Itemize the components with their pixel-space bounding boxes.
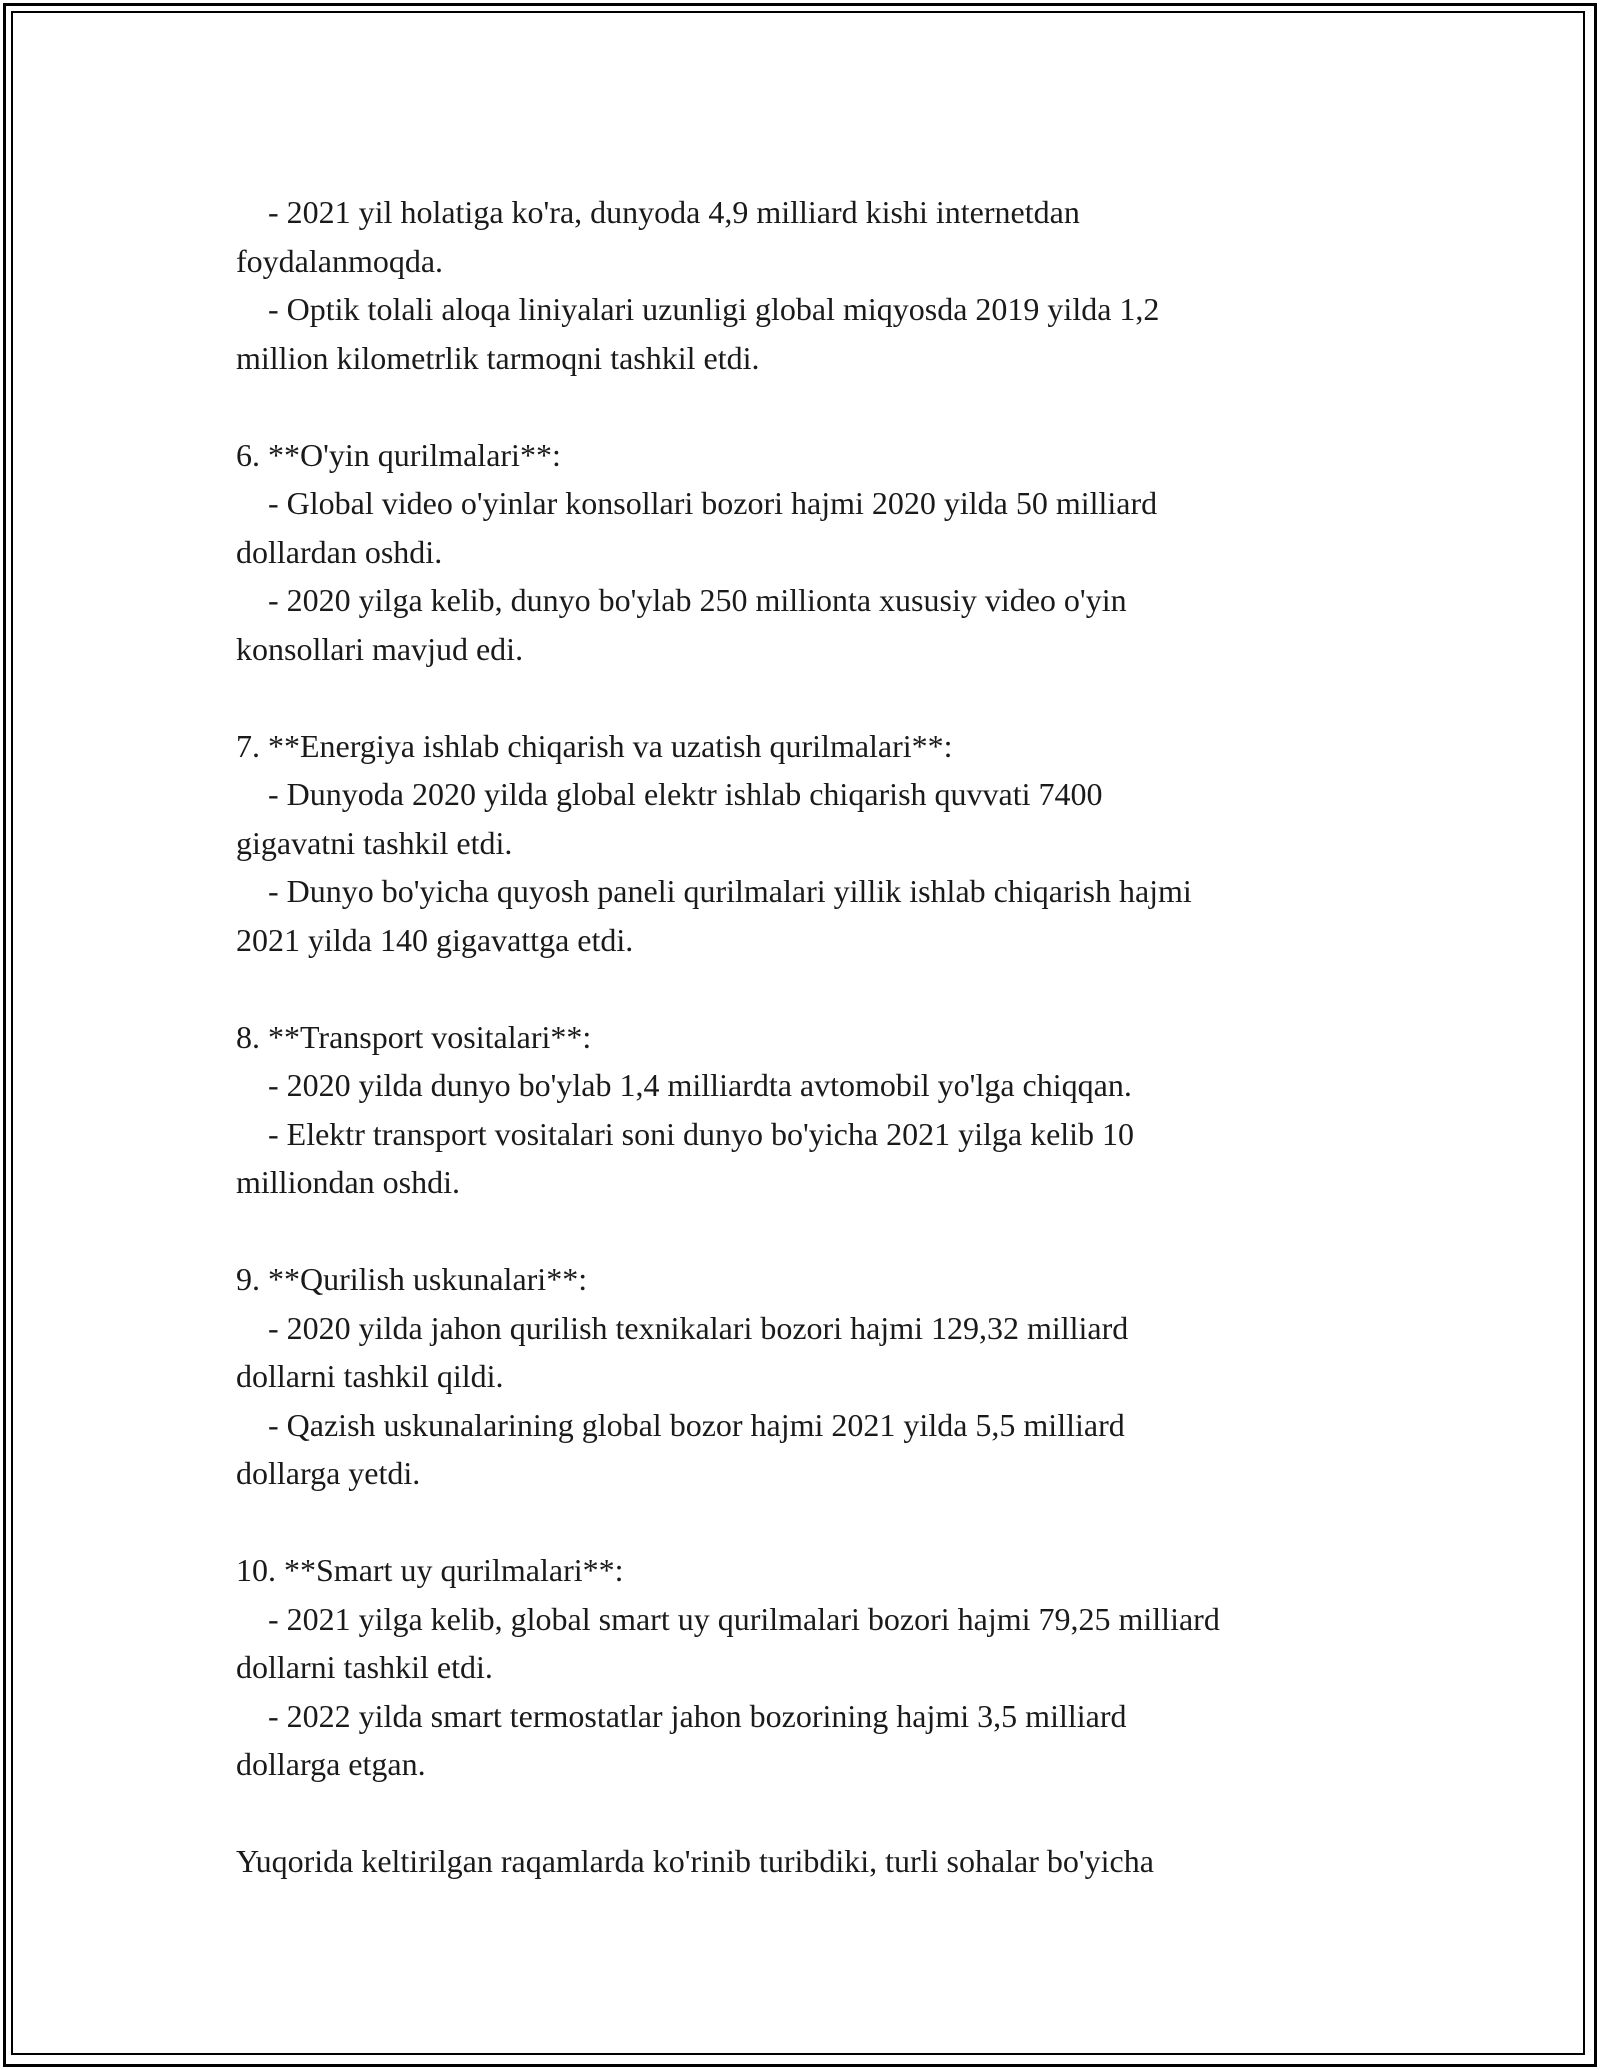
text-line: milliondan oshdi. bbox=[236, 1164, 460, 1200]
text-line: - Dunyoda 2020 yilda global elektr ishlab chiqarish quvvati 7400 bbox=[236, 776, 1103, 812]
text-line: konsollari mavjud edi. bbox=[236, 630, 524, 667]
text-line: dollarni tashkil qildi. bbox=[236, 1358, 504, 1394]
section-heading: 8. **Transport vositalari**: bbox=[236, 1018, 592, 1055]
text-line: - Dunyo bo'yicha quyosh paneli qurilmalari yillik ishlab chiqarish hajmi bbox=[236, 873, 1192, 909]
blank-line bbox=[236, 382, 1396, 431]
text-line: - 2021 yilga kelib, global smart uy qurilmalari bozori hajmi 79,25 milliard bbox=[236, 1600, 1220, 1637]
text-line: gigavatni tashkil etdi. bbox=[236, 824, 513, 861]
text-line: - 2022 yilda smart termostatlar jahon bozorining hajmi 3,5 milliard bbox=[236, 1697, 1127, 1734]
text-line: dollardan oshdi. bbox=[236, 533, 443, 570]
text-line: dollarni tashkil etdi. bbox=[236, 1649, 493, 1685]
blank-line bbox=[236, 1207, 1396, 1256]
text-line: - Global video o'yinlar konsollari bozori hajmi 2020 yilda 50 milliard bbox=[236, 485, 1158, 521]
text-line: Yuqorida keltirilgan raqamlarda ko'rinib turibdiki, turli sohalar bo'yicha bbox=[236, 1843, 1154, 1879]
text-line: 2021 yilda 140 gigavattga etdi. bbox=[236, 921, 634, 958]
section-heading: 7. **Energiya ishlab chiqarish va uzatish qurilmalari**: bbox=[236, 727, 953, 764]
text-line: - 2020 yilga kelib, dunyo bo'ylab 250 millionta xususiy video o'yin bbox=[236, 582, 1127, 618]
text-line: - Elektr transport vositalari soni dunyo bo'yicha 2021 yilga kelib 10 bbox=[236, 1115, 1135, 1152]
document-body bbox=[236, 188, 1396, 1886]
text-line: foydalanmoqda. bbox=[236, 242, 444, 279]
section-heading: 9. **Qurilish uskunalari**: bbox=[236, 1261, 588, 1297]
blank-line bbox=[236, 964, 1396, 1013]
text-line: - 2021 yil holatiga ko'ra, dunyoda 4,9 milliard kishi internetdan bbox=[236, 194, 1080, 230]
text-line: dollarga etgan. bbox=[236, 1746, 426, 1782]
section-heading: 6. **O'yin qurilmalari**: bbox=[236, 436, 561, 473]
text-line: million kilometrlik tarmoqni tashkil etdi. bbox=[236, 339, 760, 376]
text-line: - Qazish uskunalarining global bozor hajmi 2021 yilda 5,5 milliard bbox=[236, 1406, 1125, 1443]
text-line: dollarga yetdi. bbox=[236, 1455, 421, 1491]
text-line: - 2020 yilda jahon qurilish texnikalari bozori hajmi 129,32 milliard bbox=[236, 1309, 1129, 1346]
text-line: - 2020 yilda dunyo bo'ylab 1,4 milliardta avtomobil yo'lga chiqqan. bbox=[236, 1067, 1132, 1103]
blank-line bbox=[236, 1789, 1396, 1838]
blank-line bbox=[236, 673, 1396, 722]
blank-line bbox=[236, 1498, 1396, 1547]
section-heading: 10. **Smart uy qurilmalari**: bbox=[236, 1552, 624, 1588]
text-line: - Optik tolali aloqa liniyalari uzunligi global miqyosda 2019 yilda 1,2 bbox=[236, 291, 1160, 327]
